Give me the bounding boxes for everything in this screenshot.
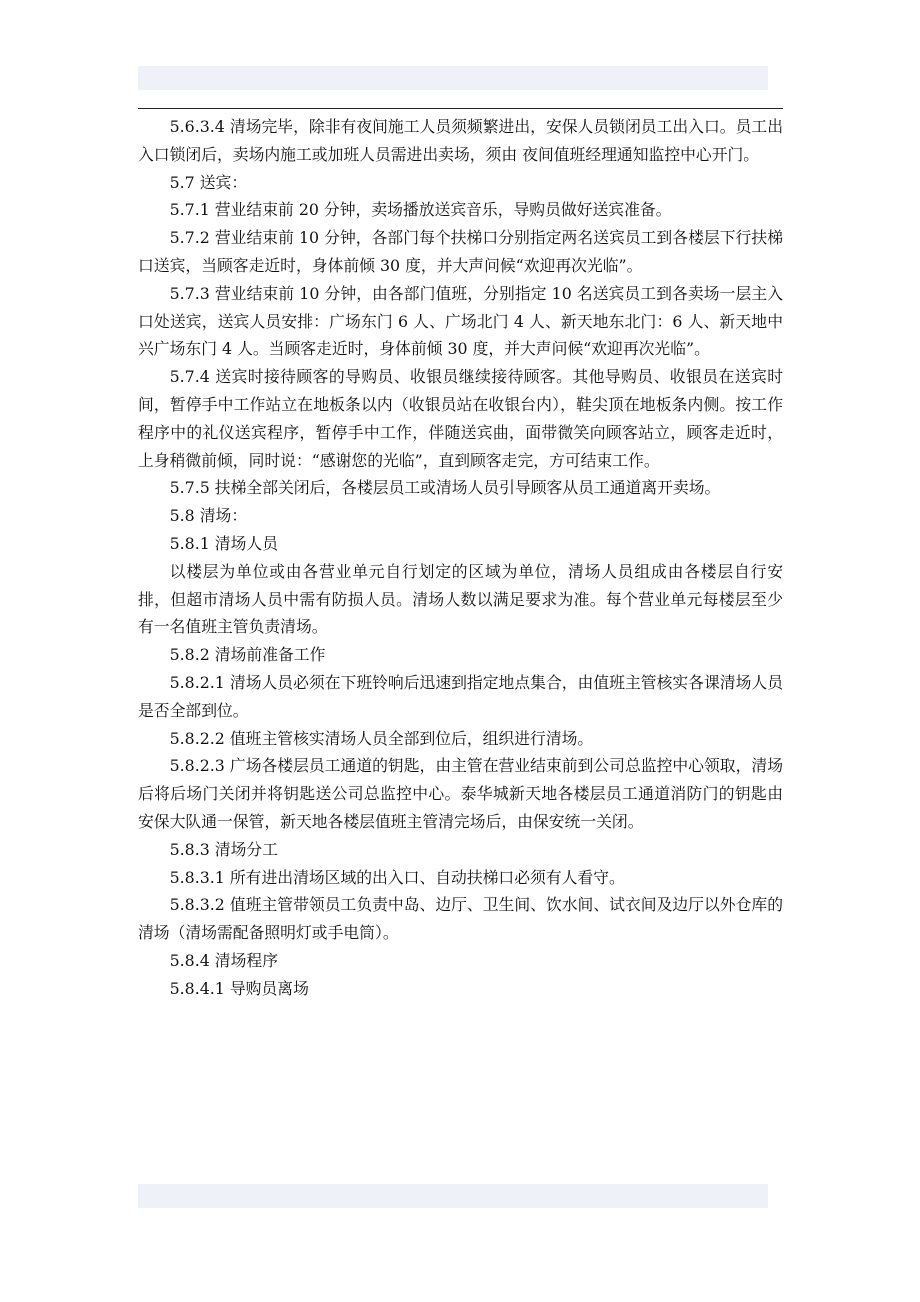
heading-5-8-3: 5.8.3 清场分工 [169,839,278,859]
heading-5-8-1: 5.8.1 清场人员 [169,533,278,553]
paragraph-5-7-4: 5.7.4 送宾时接待顾客的导购员、收银员继续接待顾客。其他导购员、收银员在送宾时间，暂停手中工作站立在地板条以内（收银员站在收银台内），鞋尖顶在地板条内侧。按工作程序中的礼仪送宾程序，暂停手中工作，伴随送宾曲，面带微笑向顾客站立，顾客走近时，上身稍微前倾，同时说：“感谢您的光临”，直到顾客走完，方可结束工作。 [138,367,783,470]
heading-5-8: 5.8 清场： [169,506,248,526]
paragraph-5-7-5: 5.7.5 扶梯全部关闭后，各楼层员工或清场人员引导顾客从员工通道离开卖场。 [169,478,721,498]
page-header-band [138,66,768,90]
document-body [138,113,783,1003]
paragraph-5-7-2: 5.7.2 营业结束前 10 分钟，各部门每个扶梯口分别指定两名送宾员工到各楼层下行扶梯口送宾，当顾客走近时，身体前倾 30 度，并大声问候“欢迎再次光临”。 [138,228,783,275]
paragraph-5-7-1: 5.7.1 营业结束前 20 分钟，卖场播放送宾音乐，导购员做好送宾准备。 [169,200,672,220]
heading-5-8-2: 5.8.2 清场前准备工作 [169,645,326,665]
paragraph-5-8-2-2: 5.8.2.2 值班主管核实清场人员全部到位后，组织进行清场。 [169,728,594,748]
heading-5-7: 5.7 送宾： [169,172,248,192]
page-footer-band [138,1184,768,1208]
paragraph-5-6-3-4: 5.6.3.4 清场完毕，除非有夜间施工人员须频繁进出，安保人员锁闭员工出入口。员工出入口锁闭后，卖场内施工或加班人员需进出卖场，须由 夜间值班经理通知监控中心开门。 [138,117,783,164]
heading-5-8-4: 5.8.4 清场程序 [169,950,278,970]
paragraph-5-8-2-3: 5.8.2.3 广场各楼层员工通道的钥匙，由主管在营业结束前到公司总监控中心领取，清场后将后场门关闭并将钥匙送公司总监控中心。泰华城新天地各楼层员工通道消防门的钥匙由安保大队通一保管，新天地各楼层值班主管清完场后，由保安统一关闭。 [138,756,783,831]
paragraph-5-8-1-body: 以楼层为单位或由各营业单元自行划定的区域为单位，清场人员组成由各楼层自行安排，但超市清场人员中需有防损人员。清场人数以满足要求为准。每个营业单元每楼层至少有一名值班主管负责清场。 [138,561,783,637]
paragraph-5-8-2-1: 5.8.2.1 清场人员必须在下班铃响后迅速到指定地点集合，由值班主管核实各课清场人员是否全部到位。 [138,672,783,720]
heading-5-8-4-1: 5.8.4.1 导购员离场 [169,978,309,998]
paragraph-5-8-3-1: 5.8.3.1 所有进出清场区域的出入口、自动扶梯口必须有人看守。 [169,867,625,887]
header-divider [138,108,783,109]
paragraph-5-8-3-2: 5.8.3.2 值班主管带领员工负责中岛、边厅、卫生间、饮水间、试衣间及边厅以外仓库的清场（清场需配备照明灯或手电筒）。 [138,895,783,943]
paragraph-5-7-3: 5.7.3 营业结束前 10 分钟，由各部门值班，分别指定 10 名送宾员工到各卖场一层主入口处送宾，送宾人员安排：广场东门 6 人、广场北门 4 人、新天地东北门：6 人、新天地中兴广场东门 4 人。当顾客走近时，身体前倾 30 度，并大声问候“欢迎再次光临”。 [138,283,783,359]
